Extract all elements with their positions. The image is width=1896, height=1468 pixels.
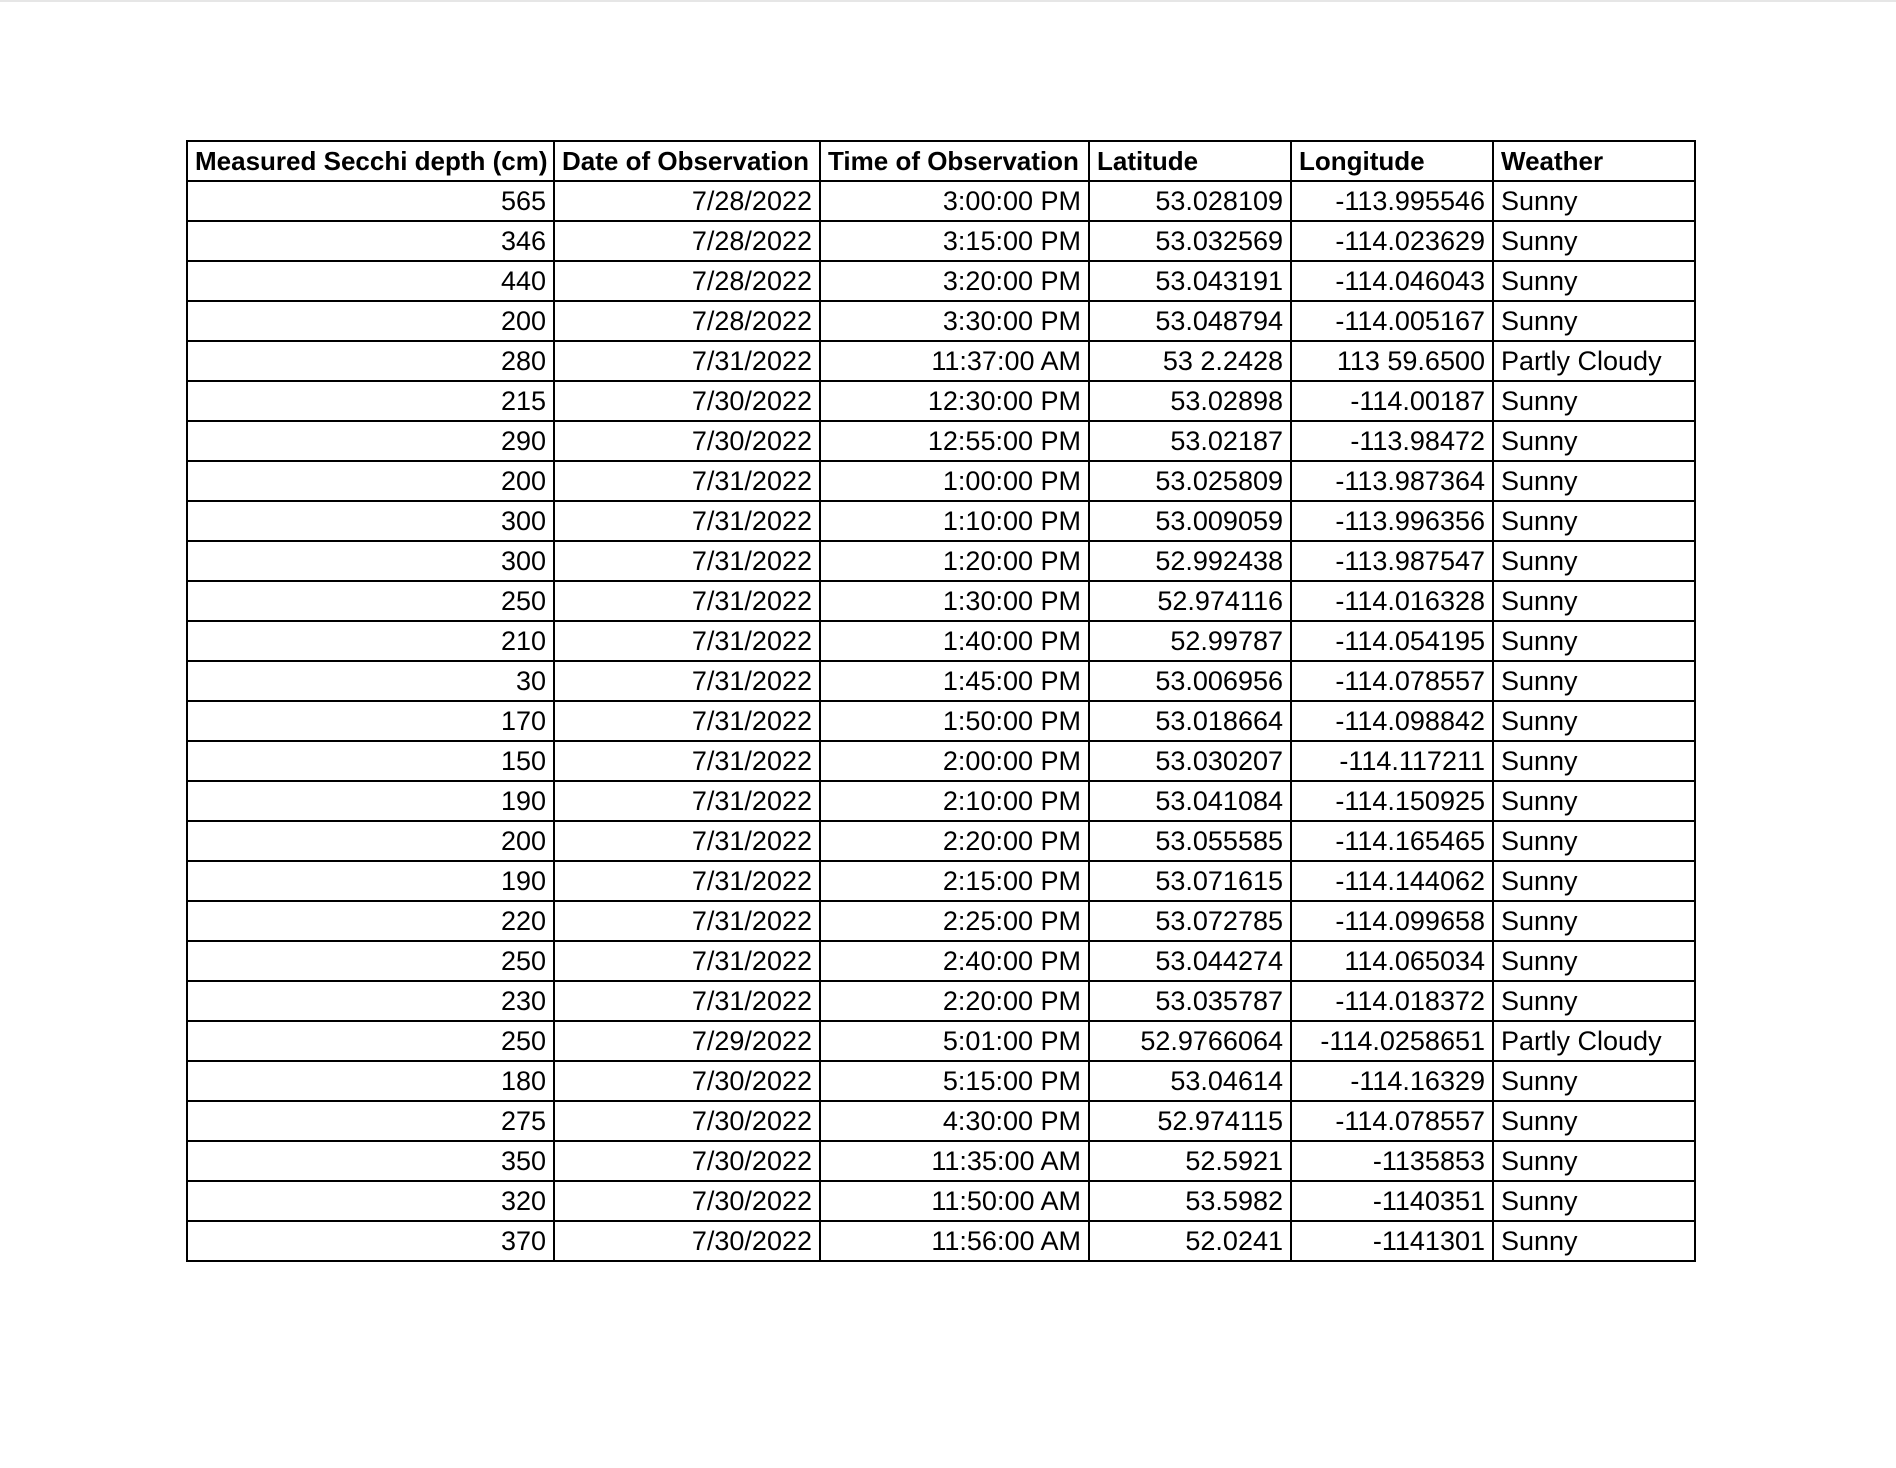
secchi-depth-cell: 250 <box>187 1021 554 1061</box>
time-cell: 1:45:00 PM <box>820 661 1089 701</box>
date-cell: 7/31/2022 <box>554 701 820 741</box>
longitude-cell: -1135853 <box>1291 1141 1493 1181</box>
secchi-depth-cell: 300 <box>187 501 554 541</box>
time-cell: 11:50:00 AM <box>820 1181 1089 1221</box>
table-row <box>187 501 1695 541</box>
latitude-cell: 53.030207 <box>1089 741 1291 781</box>
table-row <box>187 1101 1695 1141</box>
date-cell: 7/28/2022 <box>554 181 820 221</box>
time-cell: 11:35:00 AM <box>820 1141 1089 1181</box>
header-row <box>187 141 1695 181</box>
date-cell: 7/31/2022 <box>554 541 820 581</box>
longitude-cell: -113.987547 <box>1291 541 1493 581</box>
table-row <box>187 421 1695 461</box>
longitude-cell: 113 59.6500 <box>1291 341 1493 381</box>
latitude-cell: 53.044274 <box>1089 941 1291 981</box>
longitude-cell: -113.996356 <box>1291 501 1493 541</box>
date-cell: 7/30/2022 <box>554 1181 820 1221</box>
longitude-cell: -114.005167 <box>1291 301 1493 341</box>
date-cell: 7/30/2022 <box>554 421 820 461</box>
weather-cell: Sunny <box>1493 861 1695 901</box>
table-row <box>187 301 1695 341</box>
secchi-depth-cell: 190 <box>187 861 554 901</box>
time-cell: 2:15:00 PM <box>820 861 1089 901</box>
time-cell: 2:20:00 PM <box>820 821 1089 861</box>
latitude-cell: 52.99787 <box>1089 621 1291 661</box>
longitude-cell: -1141301 <box>1291 1221 1493 1261</box>
date-cell: 7/28/2022 <box>554 221 820 261</box>
weather-cell: Sunny <box>1493 901 1695 941</box>
table-row <box>187 341 1695 381</box>
secchi-depth-cell: 440 <box>187 261 554 301</box>
weather-cell: Sunny <box>1493 1061 1695 1101</box>
table-row <box>187 261 1695 301</box>
weather-cell: Sunny <box>1493 1141 1695 1181</box>
table-row <box>187 181 1695 221</box>
secchi-depth-cell: 190 <box>187 781 554 821</box>
table-row <box>187 541 1695 581</box>
longitude-cell: -114.0258651 <box>1291 1021 1493 1061</box>
time-cell: 11:56:00 AM <box>820 1221 1089 1261</box>
weather-cell: Sunny <box>1493 701 1695 741</box>
weather-cell: Sunny <box>1493 541 1695 581</box>
secchi-depth-cell: 200 <box>187 461 554 501</box>
longitude-cell: -114.078557 <box>1291 1101 1493 1141</box>
latitude-cell: 52.992438 <box>1089 541 1291 581</box>
weather-cell: Sunny <box>1493 501 1695 541</box>
time-cell: 11:37:00 AM <box>820 341 1089 381</box>
latitude-cell: 53.02898 <box>1089 381 1291 421</box>
table-row <box>187 461 1695 501</box>
page-top-border <box>0 0 1896 2</box>
secchi-depth-cell: 370 <box>187 1221 554 1261</box>
longitude-cell: -114.054195 <box>1291 621 1493 661</box>
date-cell: 7/31/2022 <box>554 941 820 981</box>
latitude-cell: 52.9766064 <box>1089 1021 1291 1061</box>
latitude-cell: 52.5921 <box>1089 1141 1291 1181</box>
table-row <box>187 221 1695 261</box>
secchi-depth-cell: 170 <box>187 701 554 741</box>
weather-cell: Sunny <box>1493 1181 1695 1221</box>
time-cell: 2:10:00 PM <box>820 781 1089 821</box>
table-row <box>187 781 1695 821</box>
table-row <box>187 661 1695 701</box>
time-cell: 3:20:00 PM <box>820 261 1089 301</box>
date-cell: 7/31/2022 <box>554 621 820 661</box>
date-cell: 7/30/2022 <box>554 1061 820 1101</box>
secchi-depth-cell: 210 <box>187 621 554 661</box>
latitude-cell: 53.032569 <box>1089 221 1291 261</box>
longitude-cell: -114.023629 <box>1291 221 1493 261</box>
weather-cell: Sunny <box>1493 621 1695 661</box>
longitude-cell: -1140351 <box>1291 1181 1493 1221</box>
time-cell: 4:30:00 PM <box>820 1101 1089 1141</box>
secchi-depth-cell: 346 <box>187 221 554 261</box>
table-row <box>187 861 1695 901</box>
longitude-cell: -114.016328 <box>1291 581 1493 621</box>
header-longitude: Longitude <box>1291 141 1493 181</box>
latitude-cell: 53.006956 <box>1089 661 1291 701</box>
date-cell: 7/31/2022 <box>554 901 820 941</box>
longitude-cell: -113.98472 <box>1291 421 1493 461</box>
latitude-cell: 53.5982 <box>1089 1181 1291 1221</box>
longitude-cell: -114.098842 <box>1291 701 1493 741</box>
longitude-cell: -113.995546 <box>1291 181 1493 221</box>
header-latitude: Latitude <box>1089 141 1291 181</box>
header-time: Time of Observation <box>820 141 1089 181</box>
time-cell: 1:20:00 PM <box>820 541 1089 581</box>
weather-cell: Sunny <box>1493 741 1695 781</box>
table-row <box>187 1221 1695 1261</box>
latitude-cell: 52.0241 <box>1089 1221 1291 1261</box>
longitude-cell: -114.16329 <box>1291 1061 1493 1101</box>
secchi-depth-cell: 220 <box>187 901 554 941</box>
time-cell: 1:40:00 PM <box>820 621 1089 661</box>
table-row <box>187 581 1695 621</box>
table-row <box>187 701 1695 741</box>
longitude-cell: -114.078557 <box>1291 661 1493 701</box>
longitude-cell: -114.046043 <box>1291 261 1493 301</box>
latitude-cell: 53 2.2428 <box>1089 341 1291 381</box>
table-body <box>187 181 1695 1261</box>
time-cell: 2:00:00 PM <box>820 741 1089 781</box>
weather-cell: Partly Cloudy <box>1493 341 1695 381</box>
latitude-cell: 53.055585 <box>1089 821 1291 861</box>
date-cell: 7/31/2022 <box>554 581 820 621</box>
latitude-cell: 53.02187 <box>1089 421 1291 461</box>
time-cell: 3:00:00 PM <box>820 181 1089 221</box>
longitude-cell: -114.150925 <box>1291 781 1493 821</box>
table-row <box>187 1141 1695 1181</box>
date-cell: 7/31/2022 <box>554 981 820 1021</box>
latitude-cell: 52.974116 <box>1089 581 1291 621</box>
time-cell: 2:25:00 PM <box>820 901 1089 941</box>
latitude-cell: 53.035787 <box>1089 981 1291 1021</box>
weather-cell: Sunny <box>1493 381 1695 421</box>
time-cell: 5:01:00 PM <box>820 1021 1089 1061</box>
time-cell: 5:15:00 PM <box>820 1061 1089 1101</box>
weather-cell: Sunny <box>1493 221 1695 261</box>
date-cell: 7/31/2022 <box>554 821 820 861</box>
secchi-depth-cell: 290 <box>187 421 554 461</box>
latitude-cell: 53.043191 <box>1089 261 1291 301</box>
time-cell: 1:50:00 PM <box>820 701 1089 741</box>
secchi-depth-cell: 320 <box>187 1181 554 1221</box>
weather-cell: Sunny <box>1493 941 1695 981</box>
weather-cell: Sunny <box>1493 301 1695 341</box>
table-row <box>187 1061 1695 1101</box>
secchi-depth-cell: 200 <box>187 301 554 341</box>
secchi-depth-cell: 200 <box>187 821 554 861</box>
time-cell: 1:10:00 PM <box>820 501 1089 541</box>
date-cell: 7/30/2022 <box>554 1141 820 1181</box>
date-cell: 7/29/2022 <box>554 1021 820 1061</box>
secchi-depth-cell: 30 <box>187 661 554 701</box>
table-row <box>187 741 1695 781</box>
latitude-cell: 52.974115 <box>1089 1101 1291 1141</box>
secchi-depth-cell: 250 <box>187 941 554 981</box>
weather-cell: Sunny <box>1493 261 1695 301</box>
date-cell: 7/30/2022 <box>554 381 820 421</box>
time-cell: 12:55:00 PM <box>820 421 1089 461</box>
latitude-cell: 53.04614 <box>1089 1061 1291 1101</box>
date-cell: 7/28/2022 <box>554 261 820 301</box>
secchi-depth-cell: 180 <box>187 1061 554 1101</box>
longitude-cell: -114.099658 <box>1291 901 1493 941</box>
table-row <box>187 1181 1695 1221</box>
latitude-cell: 53.025809 <box>1089 461 1291 501</box>
time-cell: 1:30:00 PM <box>820 581 1089 621</box>
time-cell: 3:15:00 PM <box>820 221 1089 261</box>
latitude-cell: 53.048794 <box>1089 301 1291 341</box>
header-date: Date of Observation <box>554 141 820 181</box>
secchi-depth-cell: 280 <box>187 341 554 381</box>
secchi-depth-cell: 350 <box>187 1141 554 1181</box>
table-row <box>187 901 1695 941</box>
date-cell: 7/30/2022 <box>554 1221 820 1261</box>
date-cell: 7/31/2022 <box>554 861 820 901</box>
weather-cell: Sunny <box>1493 1221 1695 1261</box>
date-cell: 7/31/2022 <box>554 341 820 381</box>
latitude-cell: 53.071615 <box>1089 861 1291 901</box>
date-cell: 7/31/2022 <box>554 781 820 821</box>
secchi-depth-cell: 275 <box>187 1101 554 1141</box>
longitude-cell: -113.987364 <box>1291 461 1493 501</box>
table-row <box>187 1021 1695 1061</box>
weather-cell: Sunny <box>1493 781 1695 821</box>
weather-cell: Sunny <box>1493 421 1695 461</box>
longitude-cell: -114.018372 <box>1291 981 1493 1021</box>
header-weather: Weather <box>1493 141 1695 181</box>
time-cell: 2:40:00 PM <box>820 941 1089 981</box>
latitude-cell: 53.072785 <box>1089 901 1291 941</box>
secchi-depth-cell: 150 <box>187 741 554 781</box>
header-secchi-depth: Measured Secchi depth (cm) <box>187 141 554 181</box>
date-cell: 7/31/2022 <box>554 661 820 701</box>
time-cell: 1:00:00 PM <box>820 461 1089 501</box>
time-cell: 12:30:00 PM <box>820 381 1089 421</box>
weather-cell: Sunny <box>1493 981 1695 1021</box>
weather-cell: Sunny <box>1493 661 1695 701</box>
time-cell: 3:30:00 PM <box>820 301 1089 341</box>
latitude-cell: 53.041084 <box>1089 781 1291 821</box>
date-cell: 7/31/2022 <box>554 501 820 541</box>
secchi-depth-cell: 250 <box>187 581 554 621</box>
weather-cell: Sunny <box>1493 1101 1695 1141</box>
secchi-depth-cell: 215 <box>187 381 554 421</box>
longitude-cell: -114.117211 <box>1291 741 1493 781</box>
weather-cell: Sunny <box>1493 581 1695 621</box>
secchi-depth-cell: 300 <box>187 541 554 581</box>
longitude-cell: -114.144062 <box>1291 861 1493 901</box>
secchi-data-table <box>186 140 1696 1262</box>
time-cell: 2:20:00 PM <box>820 981 1089 1021</box>
secchi-depth-cell: 230 <box>187 981 554 1021</box>
weather-cell: Sunny <box>1493 181 1695 221</box>
table-row <box>187 981 1695 1021</box>
longitude-cell: -114.00187 <box>1291 381 1493 421</box>
date-cell: 7/30/2022 <box>554 1101 820 1141</box>
latitude-cell: 53.028109 <box>1089 181 1291 221</box>
table-row <box>187 941 1695 981</box>
date-cell: 7/28/2022 <box>554 301 820 341</box>
table-row <box>187 821 1695 861</box>
latitude-cell: 53.018664 <box>1089 701 1291 741</box>
table-row <box>187 381 1695 421</box>
latitude-cell: 53.009059 <box>1089 501 1291 541</box>
weather-cell: Sunny <box>1493 461 1695 501</box>
date-cell: 7/31/2022 <box>554 461 820 501</box>
table-row <box>187 621 1695 661</box>
secchi-depth-cell: 565 <box>187 181 554 221</box>
weather-cell: Sunny <box>1493 821 1695 861</box>
longitude-cell: 114.065034 <box>1291 941 1493 981</box>
date-cell: 7/31/2022 <box>554 741 820 781</box>
longitude-cell: -114.165465 <box>1291 821 1493 861</box>
weather-cell: Partly Cloudy <box>1493 1021 1695 1061</box>
